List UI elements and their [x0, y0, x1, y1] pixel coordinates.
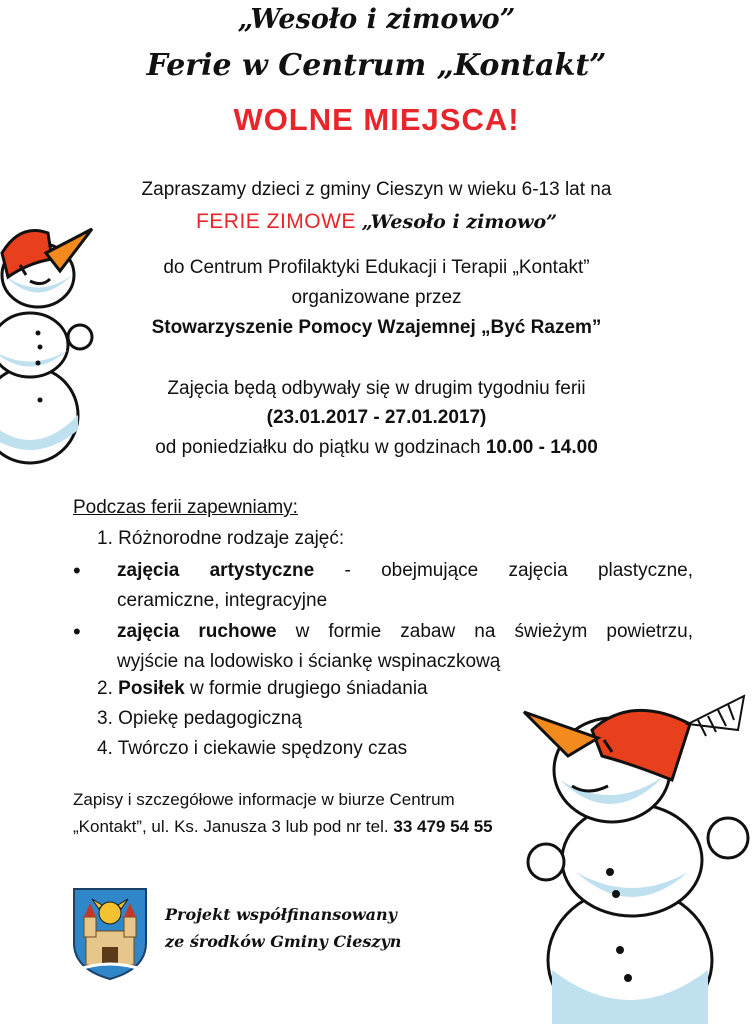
contact-address: „Kontakt”, ul. Ks. Janusza 3 lub pod nr tel.	[73, 817, 389, 836]
title-line-2: Ferie w Centrum „Kontakt”	[146, 48, 607, 83]
ferie-zimowe-label: FERIE ZIMOWE	[195, 210, 356, 233]
item-rest: w formie drugiego śniadania	[184, 678, 428, 699]
bullet-line-2: wyjście na lodowisko i ściankę wspinaczkową	[117, 651, 501, 672]
ferie-line	[0, 210, 753, 234]
centrum-line: do Centrum Profilaktyki Edukacji i Terapii „Kontakt”	[163, 257, 590, 278]
bullet-bold: zajęcia ruchowe	[117, 621, 277, 642]
snowman-right-icon	[512, 690, 753, 1024]
bullet-line-2: ceramiczne, integracyjne	[117, 590, 328, 611]
schedule-line: Zajęcia będą odbywały się w drugim tygodniu ferii	[167, 378, 586, 399]
title-line-1: „Wesoło i zimowo”	[237, 4, 516, 35]
offer-bullet-artistic	[73, 556, 693, 616]
bullet-bold: zajęcia artystyczne	[117, 560, 315, 581]
snowman-left-icon	[0, 215, 100, 465]
item-bold: Posiłek	[118, 678, 185, 699]
offer-item-3: 3. Opiekę pedagogiczną	[97, 708, 302, 729]
footer-line-2: ze środków Gminy Cieszyn	[165, 932, 402, 951]
free-places-heading: WOLNE MIEJSCA!	[233, 102, 520, 137]
bullet-rest: w formie zabaw na świeżym powietrzu,	[276, 621, 693, 642]
organizer-intro: organizowane przez	[291, 287, 462, 308]
contact-phone: 33 479 54 55	[393, 817, 493, 836]
item-number: 2.	[97, 678, 113, 699]
bullet-line	[117, 556, 693, 586]
bullet-icon: •	[73, 619, 81, 644]
schedule-days: od poniedziałku do piątku w godzinach	[155, 437, 481, 458]
schedule-dates: (23.01.2017 - 27.01.2017)	[266, 407, 487, 428]
schedule-hours-line	[0, 435, 753, 461]
organizer-name: Stowarzyszenie Pomocy Wzajemnej „Być Razem”	[151, 317, 602, 338]
footer-line-1: Projekt współfinansowany	[165, 905, 397, 924]
offer-item-1: 1. Różnorodne rodzaje zajęć:	[97, 528, 345, 549]
bullet-line	[117, 617, 693, 647]
schedule-hours: 10.00 - 14.00	[485, 437, 598, 458]
offer-item-4: 4. Twórczo i ciekawie spędzony czas	[97, 738, 408, 759]
ferie-name: „Wesoło i zimowo”	[361, 211, 558, 233]
offer-item-2	[97, 678, 428, 700]
offer-heading: Podczas ferii zapewniamy:	[73, 497, 298, 518]
cieszyn-coat-of-arms-icon	[72, 887, 148, 981]
bullet-rest: - obejmujące zajęcia plastyczne,	[314, 560, 693, 581]
bullet-icon: •	[73, 558, 81, 583]
contact-line-1: Zapisy i szczegółowe informacje w biurze Centrum	[73, 790, 455, 809]
invite-line: Zapraszamy dzieci z gminy Cieszyn w wieku 6-13 lat na	[141, 179, 612, 200]
contact-line-2	[73, 817, 493, 837]
offer-bullet-movement	[73, 617, 693, 677]
